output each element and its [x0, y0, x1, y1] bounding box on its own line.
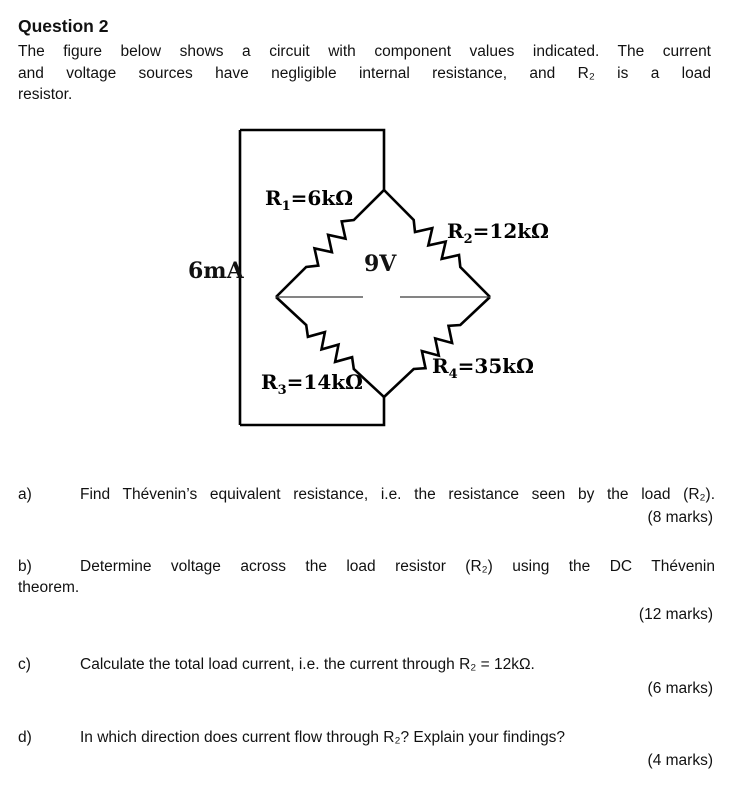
- resistor-r1-name: R: [265, 186, 282, 210]
- question-b-text: Determine voltage across the load resistor (R₂) using the DC Thévenin: [80, 558, 715, 575]
- resistor-r1-value: =6kΩ: [290, 186, 354, 210]
- resistor-r3-name: R: [261, 370, 278, 394]
- question-c-marks: (6 marks): [647, 680, 713, 697]
- intro-line: and voltage sources have negligible internal resistance, and R₂ is a load: [18, 64, 711, 82]
- battery-voltage-label: 9V: [364, 251, 397, 277]
- resistor-r2-value: =12kΩ: [472, 219, 549, 243]
- resistor-r4-value: =35kΩ: [457, 354, 534, 378]
- wire-outer-bottom: [240, 397, 384, 425]
- question-c-label: c): [18, 656, 31, 673]
- question-b-label: b): [18, 558, 32, 575]
- question-c: [18, 654, 715, 675]
- question-a: [18, 484, 715, 505]
- question-b-text-continued: theorem.: [18, 579, 80, 596]
- resistor-r3-label: [261, 370, 363, 398]
- resistor-r2-sub: 2: [463, 232, 473, 247]
- question-a-marks: (8 marks): [647, 509, 713, 526]
- resistor-r1-label: [265, 186, 354, 214]
- question-d-label: d): [18, 729, 32, 746]
- resistor-r2-name: R: [447, 219, 464, 243]
- wire-outer-top: [240, 130, 384, 190]
- question-d-text: In which direction does current flow through R₂? Explain your findings?: [80, 729, 566, 746]
- question-a-label: a): [18, 486, 32, 503]
- resistor-r3-value: =14kΩ: [286, 370, 363, 394]
- question-b: [18, 556, 715, 577]
- circuit-figure: [180, 125, 560, 440]
- question-d: [18, 727, 715, 748]
- resistor-r4-label: [432, 354, 534, 382]
- current-source-label: 6mA: [188, 258, 244, 284]
- resistor-r3-sub: 3: [277, 383, 287, 398]
- intro-line: resistor.: [18, 86, 73, 103]
- resistor-r2-label: [447, 219, 549, 247]
- resistor-r4-zigzag: [384, 297, 490, 397]
- question-d-marks: (4 marks): [647, 752, 713, 769]
- resistor-r4-sub: 4: [448, 367, 458, 382]
- resistor-r4-name: R: [432, 354, 449, 378]
- question-b-marks: (12 marks): [638, 606, 713, 623]
- resistor-r1-sub: 1: [281, 199, 291, 214]
- question-title: Question 2: [18, 16, 109, 36]
- question-a-text: Find Thévenin’s equivalent resistance, i.e. the resistance seen by the load (R₂).: [80, 486, 715, 503]
- resistor-r2-zigzag: [384, 190, 490, 297]
- intro-paragraph: [18, 41, 711, 106]
- question-c-text: Calculate the total load current, i.e. the current through R₂ = 12kΩ.: [80, 656, 535, 673]
- intro-line: The figure below shows a circuit with component values indicated. The current: [18, 43, 711, 60]
